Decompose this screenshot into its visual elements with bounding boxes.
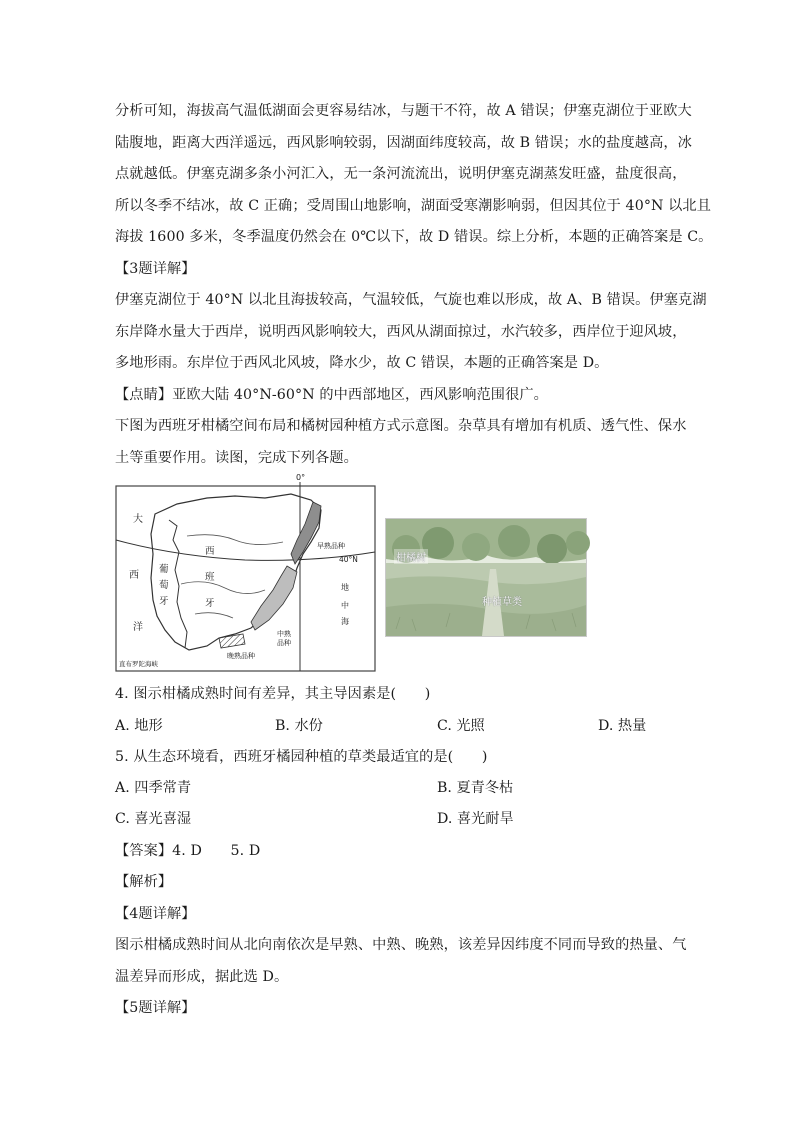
sea-char-3: 海 [341,617,349,626]
q5-option-d: D. 喜光耐旱 [437,811,514,827]
answer-line: 【答案】4. D 5. D [115,843,261,859]
q4-explain-line-2: 温差异而形成，据此选 D。 [115,969,289,985]
portugal-char-1: 葡 [159,564,169,575]
intro-line-4: 所以冬季不结冰，故 C 正确；受周围山地影响，湖面受寒潮影响弱，但因其位于 40°N 以北且 [115,198,711,214]
q4-stem: 4. 图示柑橘成熟时间有差异，其主导因素是( ) [115,686,431,702]
q4-explain-line-1: 图示柑橘成熟时间从北向南依次是早熟、中熟、晚熟，该差异因纬度不同而导致的热量、气 [115,937,687,953]
q5-stem: 5. 从生态环境看，西班牙橘园种植的草类最适宜的是( ) [115,749,488,765]
portugal-char-2: 萄 [159,580,169,591]
intro-line-5: 海拔 1600 多米，冬季温度仍然会在 0℃以下，故 D 错误。综上分析，本题的正确答案是 C。 [115,229,713,245]
intro-line-3: 点就越低。伊塞克湖多条小河汇入，无一条河流流出，说明伊塞克湖蒸发旺盛，盐度很高， [115,166,687,182]
stem-line-1: 下图为西班牙柑橘空间布局和橘树园种植方式示意图。杂草具有增加有机质、透气性、保水 [115,418,687,434]
sea-char-2: 中 [341,601,349,610]
sea-char-1: 地 [341,583,349,592]
q5-heading: 【5题详解】 [115,1000,196,1016]
early-label: 早熟品种 [317,542,345,550]
grass-label: 种植草类 [482,597,522,608]
q5-option-c: C. 喜光喜湿 [115,811,192,827]
analysis-heading: 【解析】 [115,874,173,890]
q4-option-d: D. 热量 [598,718,647,734]
late-label: 晚熟品种 [227,652,255,660]
intro-line-1: 分析可知，海拔高气温低湖面会更容易结冰，与题干不符，故 A 错误；伊塞克湖位于亚欧大 [115,103,692,119]
spain-char-1: 西 [205,546,215,557]
q3-line-1: 伊塞克湖位于 40°N 以北且海拔较高，气温较低，气旋也难以形成，故 A、B 错误。伊塞克湖 [115,292,707,308]
q4-heading: 【4题详解】 [115,906,196,922]
q5-option-a: A. 四季常青 [115,780,192,796]
orchard-photo [385,518,587,637]
spain-char-2: 班 [205,572,215,583]
dianjing-note: 【点睛】亚欧大陆 40°N-60°N 的中西部地区，西风影响范围很广。 [115,387,548,403]
spain-citrus-map [115,473,377,672]
lat-label: 40°N [339,555,358,564]
q5-option-b: B. 夏青冬枯 [437,780,514,796]
q3-heading: 【3题详解】 [115,261,196,277]
mid-label-1: 中熟 [277,630,291,638]
tree-label: 柑橘树 [394,549,428,564]
spain-char-3: 牙 [205,598,215,609]
lon-label: 0° [296,473,306,482]
q3-line-2: 东岸降水量大于西岸，说明西风影响较大，西风从湖面掠过，水汽较多，西岸位于迎风坡， [115,324,687,340]
stem-line-2: 土等重要作用。读图，完成下列各题。 [115,450,358,466]
ocean-char-1: 大 [133,514,143,525]
q4-option-b: B. 水份 [275,718,323,734]
intro-line-2: 陆腹地，距离大西洋遥远，西风影响较弱，因湖面纬度较高，故 B 错误；水的盐度越高，冰 [115,135,692,151]
q3-line-3: 多地形雨。东岸位于西风北风坡，降水少，故 C 错误，本题的正确答案是 D。 [115,355,609,371]
ocean-char-3: 洋 [133,622,143,633]
portugal-char-3: 牙 [159,596,169,607]
mid-label-2: 品种 [277,639,291,647]
q4-option-a: A. 地形 [115,718,163,734]
strait-label: 直布罗陀海峡 [119,660,158,668]
ocean-char-2: 西 [129,570,139,581]
q4-option-c: C. 光照 [437,718,485,734]
figure [115,473,585,672]
